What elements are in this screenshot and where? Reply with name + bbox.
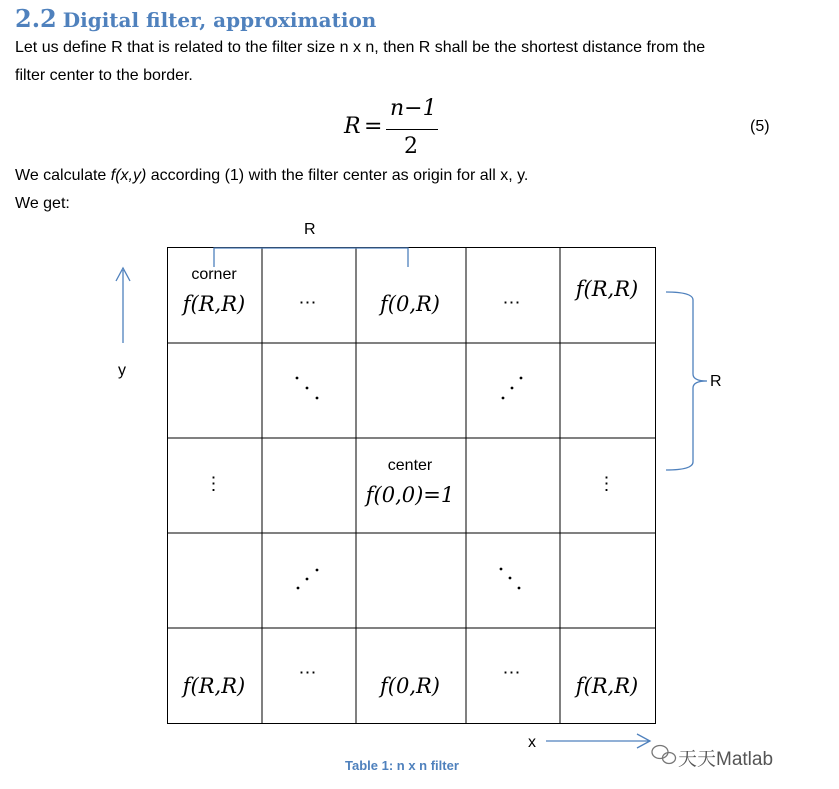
cell-bot-right-value: f(R,R) <box>575 674 639 698</box>
cell-corner-value: f(R,R) <box>182 292 246 316</box>
table-caption: Table 1: n x n filter <box>345 758 459 773</box>
hdots-row5-a: ⋯ <box>298 662 318 683</box>
vdots-left: ⋮ <box>204 473 224 494</box>
calc-suffix: according (1) with the filter center as origin for all x, y. <box>146 167 529 184</box>
equation-denominator: 2 <box>404 134 418 159</box>
section-title: Digital filter, approximation <box>62 8 377 32</box>
label-y: y <box>118 362 126 379</box>
cell-top-mid-value: f(0,R) <box>379 292 441 316</box>
label-x: x <box>528 734 536 751</box>
watermark: 天天Matlab <box>678 749 774 770</box>
cell-top-right-value: f(R,R) <box>575 277 639 301</box>
calc-func: f(x,y) <box>110 167 147 184</box>
hdots-row1-b: ⋯ <box>502 292 522 313</box>
hdots-row1-a: ⋯ <box>298 292 318 313</box>
cell-center-value: f(0,0)=1 <box>365 483 455 507</box>
intro-line-1: Let us define R that is related to the filter size n x n, then R shall be the shortest distance from the <box>15 39 706 56</box>
equation-numerator: n−1 <box>390 96 437 121</box>
center-label: center <box>387 457 433 474</box>
corner-label: corner <box>191 266 237 283</box>
section-number: 2.2 <box>15 4 57 33</box>
we-get-line: We get: <box>15 195 70 212</box>
equation-equals: = <box>364 114 383 139</box>
equation-number: (5) <box>750 118 770 135</box>
cell-bot-mid-value: f(0,R) <box>379 674 441 698</box>
label-r-right: R <box>710 373 722 390</box>
hdots-row5-b: ⋯ <box>502 662 522 683</box>
cell-bot-left-value: f(R,R) <box>182 674 246 698</box>
calc-prefix: We calculate <box>15 167 111 184</box>
label-r-top: R <box>304 221 316 238</box>
top-r-bracket <box>214 248 408 267</box>
right-r-bracket <box>666 292 707 470</box>
wechat-icon <box>652 746 676 764</box>
vdots-right: ⋮ <box>597 473 617 494</box>
equation-lhs: R <box>344 114 361 139</box>
intro-line-2: filter center to the border. <box>15 67 193 84</box>
